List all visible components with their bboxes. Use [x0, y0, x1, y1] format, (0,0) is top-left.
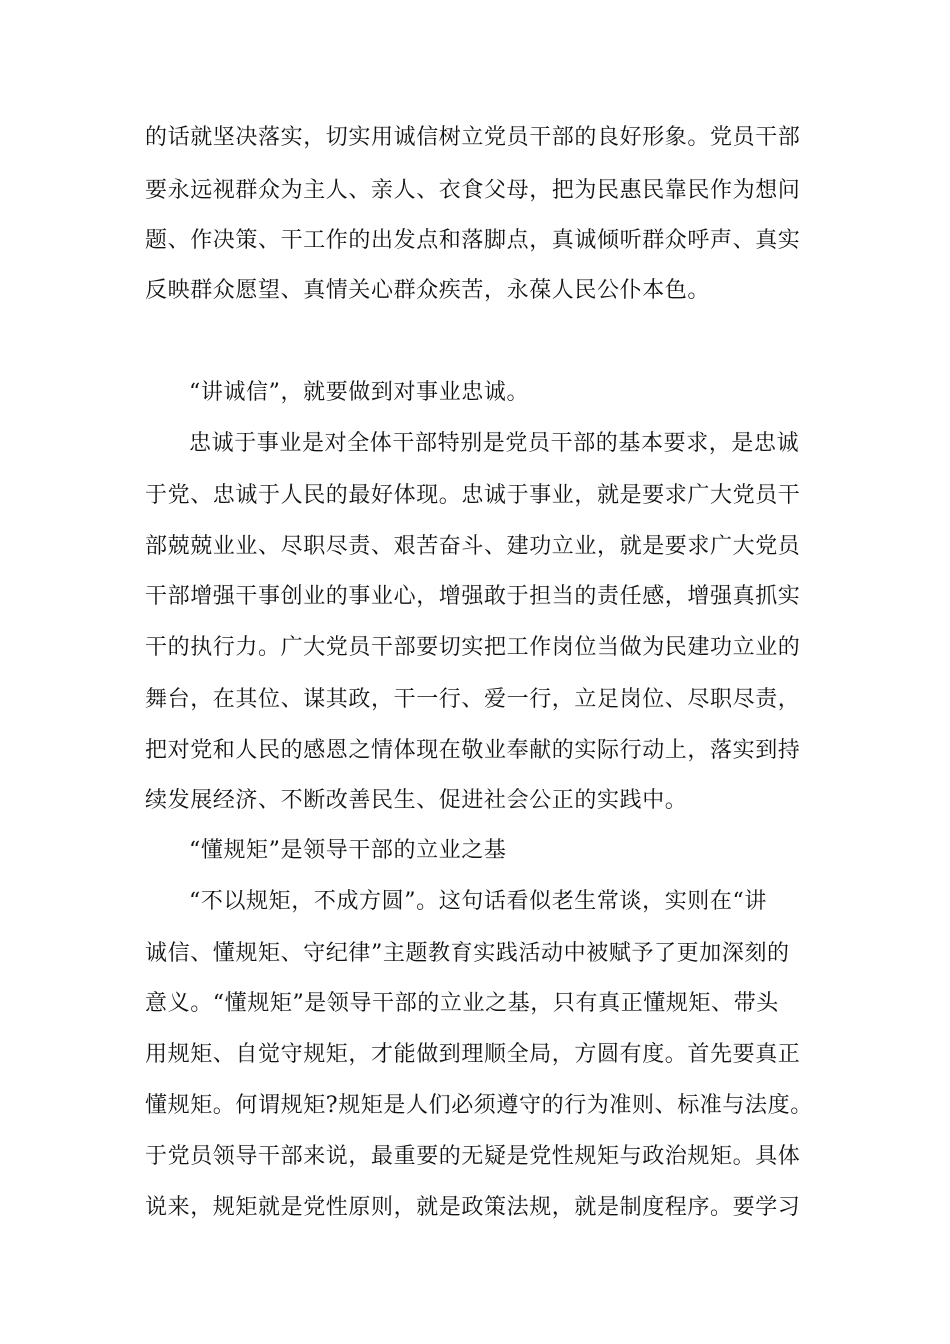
- section-heading: “懂规矩”是领导干部的立业之基: [189, 838, 507, 863]
- paragraph-line: 题、作决策、干工作的出发点和落脚点，真诚倾听群众呼声、真实: [145, 228, 801, 253]
- paragraph-line: 舞台，在其位、谋其政，干一行、爱一行，立足岗位、尽职尽责，: [145, 687, 801, 712]
- paragraph-line: 续发展经济、不断改善民生、促进社会公正的实践中。: [145, 788, 688, 813]
- paragraph-line: 的话就坚决落实，切实用诚信树立党员干部的良好形象。党员干部: [145, 125, 801, 150]
- section-heading: “讲诚信”，就要做到对事业忠诚。: [189, 380, 530, 405]
- paragraph-line: 忠诚于事业是对全体干部特别是党员干部的基本要求，是忠诚: [189, 431, 800, 456]
- paragraph-line: 把对党和人民的感恩之情体现在敬业奉献的实际行动上，落实到持: [145, 738, 801, 763]
- paragraph-line: 懂规矩。何谓规矩?规矩是人们必须遵守的行为准则、标准与法度。: [145, 1093, 813, 1118]
- paragraph-line: 于党员领导干部来说，最重要的无疑是党性规矩与政治规矩。具体: [145, 1144, 801, 1169]
- paragraph-line: 说来，规矩就是党性原则，就是政策法规，就是制度程序。要学习: [145, 1195, 801, 1220]
- paragraph-line: 于党、忠诚于人民的最好体现。忠诚于事业，就是要求广大党员干: [145, 483, 801, 508]
- paragraph-line: 干部增强干事创业的事业心，增强敢于担当的责任感，增强真抓实: [145, 584, 801, 609]
- paragraph-line: 干的执行力。广大党员干部要切实把工作岗位当做为民建功立业的: [145, 635, 801, 660]
- paragraph-line: 用规矩、自觉守规矩，才能做到理顺全局，方圆有度。首先要真正: [145, 1042, 801, 1067]
- paragraph-line: 意义。“懂规矩”是领导干部的立业之基，只有真正懂规矩、带头: [145, 991, 779, 1016]
- paragraph-line: 诚信、懂规矩、守纪律”主题教育实践活动中被赋予了更加深刻的: [145, 941, 790, 966]
- paragraph-line: 要永远视群众为主人、亲人、衣食父母，把为民惠民靠民作为想问: [145, 178, 801, 203]
- paragraph-line: “不以规矩，不成方圆”。这句话看似老生常谈，实则在“讲: [189, 889, 767, 914]
- paragraph-line: 反映群众愿望、真情关心群众疾苦，永葆人民公仆本色。: [145, 278, 711, 303]
- paragraph-line: 部兢兢业业、尽职尽责、艰苦奋斗、建功立业，就是要求广大党员: [145, 534, 801, 559]
